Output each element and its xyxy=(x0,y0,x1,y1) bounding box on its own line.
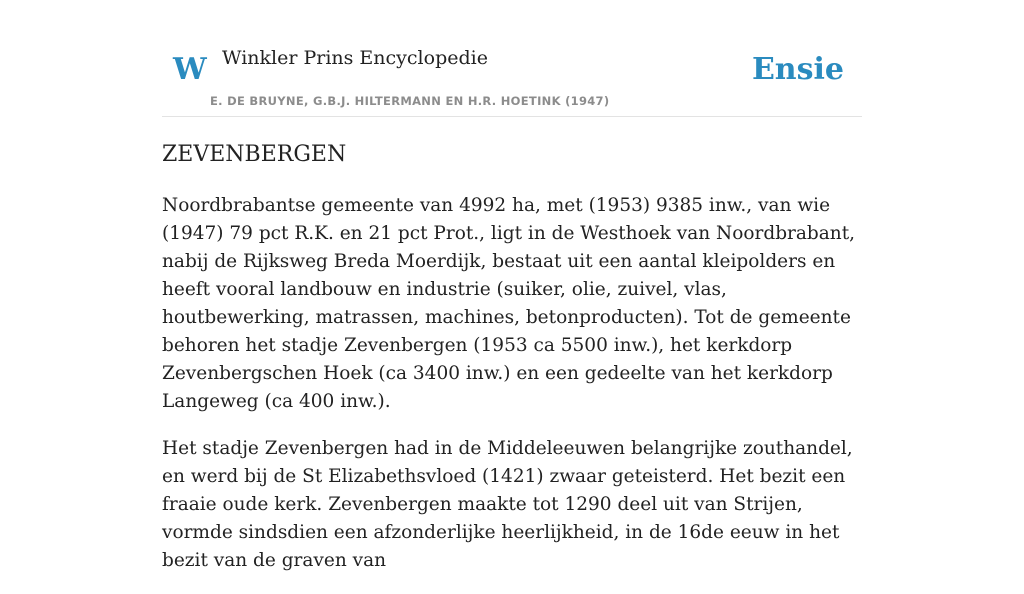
book-authors: E. DE BRUYNE, G.B.J. HILTERMANN EN H.R. HOETINK (1947) xyxy=(210,94,610,108)
brand-logo[interactable]: Ensie xyxy=(751,52,844,87)
paragraph-1: Noordbrabantse gemeente van 4992 ha, met (1953) 9385 inw., van wie (1947) 79 pct R.K. en 21 pct Prot., ligt in de Westhoek van Noordbrabant, nabij de Rijksweg Breda Moerdijk, bestaat uit een aantal kleipolders en heeft vooral landbouw en industrie (suiker, olie, zuivel, vlas, houtbewerking, matrassen, machines, betonproducten). Tot de gemeente behoren het stadje Zevenbergen (1953 ca 5500 inw.), het kerkdorp Zevenbergschen Hoek (ca 3400 inw.) en een gedeelte van het kerkdorp Langeweg (ca 400 inw.). xyxy=(162,195,856,412)
logo-w[interactable]: W xyxy=(173,52,207,87)
header xyxy=(162,0,862,117)
page xyxy=(162,0,862,571)
entry-title: ZEVENBERGEN xyxy=(162,142,347,167)
paragraph-2: Het stadje Zevenbergen had in de Middeleeuwen belangrijke zouthandel, en werd bij de St Elizabethsvloed (1421) zwaar geteisterd. Het bezit een fraaie oude kerk. Zevenbergen maakte tot 1290 deel uit van Strijen, vormde sindsdien een afzonderlijke heerlijkheid, in de 16de eeuw in het bezit van de graven van xyxy=(162,438,853,571)
book-title[interactable]: Winkler Prins Encyclopedie xyxy=(222,47,488,69)
entry-body xyxy=(162,192,862,594)
